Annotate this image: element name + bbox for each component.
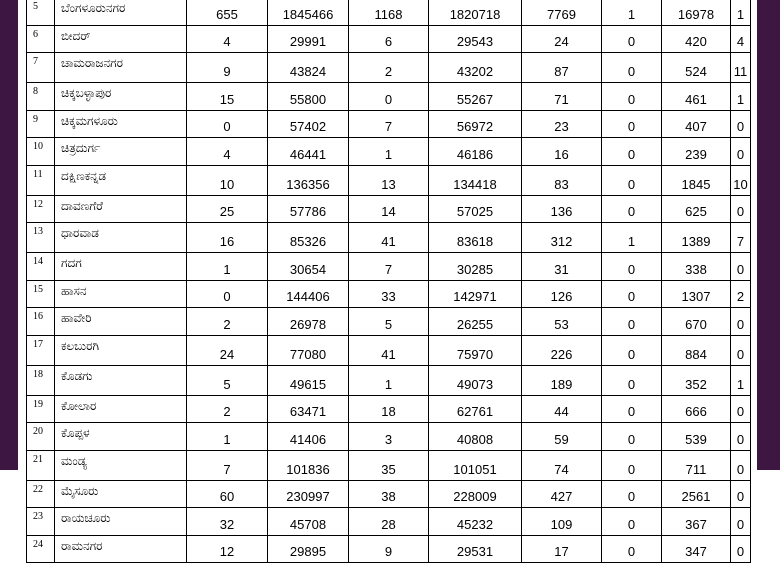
value-cell-3: 38 bbox=[349, 480, 429, 508]
table-row bbox=[27, 25, 751, 53]
table-row bbox=[27, 165, 751, 195]
value-cell-1: 32 bbox=[187, 508, 268, 536]
value-cell-7: 367 bbox=[662, 508, 731, 536]
value-cell-7: 16978 bbox=[662, 0, 731, 25]
value-cell-5: 17 bbox=[522, 535, 602, 563]
value-cell-3: 28 bbox=[349, 508, 429, 536]
serial-number-cell: 20 bbox=[27, 423, 55, 451]
table-row bbox=[27, 395, 751, 423]
value-cell-6: 0 bbox=[602, 450, 662, 480]
value-cell-8: 4 bbox=[731, 25, 751, 53]
serial-number-cell: 23 bbox=[27, 508, 55, 536]
value-cell-5: 31 bbox=[522, 253, 602, 281]
value-cell-2: 41406 bbox=[268, 423, 349, 451]
table-row bbox=[27, 83, 751, 111]
value-cell-7: 2561 bbox=[662, 480, 731, 508]
value-cell-8: 1 bbox=[731, 83, 751, 111]
serial-number-cell: 19 bbox=[27, 395, 55, 423]
value-cell-4: 55267 bbox=[429, 83, 522, 111]
value-cell-4: 101051 bbox=[429, 450, 522, 480]
table-row bbox=[27, 308, 751, 336]
serial-number-cell: 12 bbox=[27, 195, 55, 223]
serial-number-cell: 22 bbox=[27, 480, 55, 508]
value-cell-5: 189 bbox=[522, 365, 602, 395]
value-cell-2: 230997 bbox=[268, 480, 349, 508]
value-cell-3: 0 bbox=[349, 83, 429, 111]
value-cell-1: 25 bbox=[187, 195, 268, 223]
value-cell-6: 0 bbox=[602, 25, 662, 53]
value-cell-4: 228009 bbox=[429, 480, 522, 508]
value-cell-7: 711 bbox=[662, 450, 731, 480]
value-cell-4: 56972 bbox=[429, 110, 522, 138]
value-cell-1: 1 bbox=[187, 253, 268, 281]
value-cell-5: 23 bbox=[522, 110, 602, 138]
district-name-cell: ಗದಗ bbox=[55, 253, 187, 281]
right-page-border bbox=[757, 0, 780, 470]
value-cell-1: 655 bbox=[187, 0, 268, 25]
serial-number-cell: 13 bbox=[27, 223, 55, 253]
value-cell-7: 670 bbox=[662, 308, 731, 336]
table-row bbox=[27, 110, 751, 138]
district-name-cell: ಚಿಕ್ಕಮಗಳೂರು bbox=[55, 110, 187, 138]
table-row bbox=[27, 335, 751, 365]
value-cell-8: 0 bbox=[731, 138, 751, 166]
district-name-cell: ರಾಯಚೂರು bbox=[55, 508, 187, 536]
value-cell-2: 144406 bbox=[268, 280, 349, 308]
value-cell-6: 0 bbox=[602, 535, 662, 563]
district-statistics-table bbox=[26, 0, 751, 563]
value-cell-2: 30654 bbox=[268, 253, 349, 281]
value-cell-2: 85326 bbox=[268, 223, 349, 253]
value-cell-8: 0 bbox=[731, 308, 751, 336]
district-name-cell: ದಕ್ಷಿಣಕನ್ನಡ bbox=[55, 165, 187, 195]
value-cell-6: 0 bbox=[602, 165, 662, 195]
table-row bbox=[27, 195, 751, 223]
value-cell-3: 9 bbox=[349, 535, 429, 563]
table-row bbox=[27, 223, 751, 253]
serial-number-cell: 9 bbox=[27, 110, 55, 138]
table-row bbox=[27, 423, 751, 451]
value-cell-3: 1168 bbox=[349, 0, 429, 25]
table-row bbox=[27, 280, 751, 308]
district-name-cell: ರಾಮನಗರ bbox=[55, 535, 187, 563]
value-cell-6: 0 bbox=[602, 335, 662, 365]
district-name-cell: ಚಾಮರಾಜನಗರ bbox=[55, 53, 187, 83]
value-cell-2: 77080 bbox=[268, 335, 349, 365]
value-cell-4: 134418 bbox=[429, 165, 522, 195]
value-cell-3: 33 bbox=[349, 280, 429, 308]
value-cell-5: 59 bbox=[522, 423, 602, 451]
value-cell-4: 40808 bbox=[429, 423, 522, 451]
value-cell-8: 2 bbox=[731, 280, 751, 308]
value-cell-3: 1 bbox=[349, 365, 429, 395]
table-row bbox=[27, 0, 751, 25]
value-cell-2: 1845466 bbox=[268, 0, 349, 25]
value-cell-7: 352 bbox=[662, 365, 731, 395]
value-cell-3: 6 bbox=[349, 25, 429, 53]
value-cell-3: 7 bbox=[349, 110, 429, 138]
district-name-cell: ಕೋಲಾರ bbox=[55, 395, 187, 423]
value-cell-6: 0 bbox=[602, 308, 662, 336]
value-cell-6: 0 bbox=[602, 110, 662, 138]
value-cell-5: 7769 bbox=[522, 0, 602, 25]
value-cell-1: 12 bbox=[187, 535, 268, 563]
value-cell-6: 0 bbox=[602, 280, 662, 308]
serial-number-cell: 6 bbox=[27, 25, 55, 53]
value-cell-4: 142971 bbox=[429, 280, 522, 308]
value-cell-7: 338 bbox=[662, 253, 731, 281]
value-cell-4: 49073 bbox=[429, 365, 522, 395]
value-cell-4: 83618 bbox=[429, 223, 522, 253]
serial-number-cell: 15 bbox=[27, 280, 55, 308]
value-cell-7: 666 bbox=[662, 395, 731, 423]
value-cell-2: 29895 bbox=[268, 535, 349, 563]
value-cell-4: 57025 bbox=[429, 195, 522, 223]
value-cell-4: 1820718 bbox=[429, 0, 522, 25]
value-cell-2: 49615 bbox=[268, 365, 349, 395]
value-cell-2: 26978 bbox=[268, 308, 349, 336]
value-cell-5: 16 bbox=[522, 138, 602, 166]
value-cell-5: 226 bbox=[522, 335, 602, 365]
value-cell-7: 1845 bbox=[662, 165, 731, 195]
value-cell-1: 4 bbox=[187, 25, 268, 53]
value-cell-4: 43202 bbox=[429, 53, 522, 83]
value-cell-1: 15 bbox=[187, 83, 268, 111]
value-cell-4: 62761 bbox=[429, 395, 522, 423]
district-name-cell: ಚಿಕ್ಕಬಳ್ಳಾಪುರ bbox=[55, 83, 187, 111]
value-cell-1: 16 bbox=[187, 223, 268, 253]
district-name-cell: ಮೈಸೂರು bbox=[55, 480, 187, 508]
value-cell-8: 7 bbox=[731, 223, 751, 253]
value-cell-1: 10 bbox=[187, 165, 268, 195]
value-cell-3: 14 bbox=[349, 195, 429, 223]
district-name-cell: ಚಿತ್ರದುರ್ಗ bbox=[55, 138, 187, 166]
value-cell-7: 347 bbox=[662, 535, 731, 563]
value-cell-4: 45232 bbox=[429, 508, 522, 536]
value-cell-8: 11 bbox=[731, 53, 751, 83]
district-name-cell: ದಾವಣಗೆರೆ bbox=[55, 195, 187, 223]
value-cell-2: 43824 bbox=[268, 53, 349, 83]
value-cell-3: 3 bbox=[349, 423, 429, 451]
value-cell-5: 87 bbox=[522, 53, 602, 83]
value-cell-6: 0 bbox=[602, 365, 662, 395]
value-cell-2: 136356 bbox=[268, 165, 349, 195]
value-cell-6: 1 bbox=[602, 0, 662, 25]
value-cell-3: 5 bbox=[349, 308, 429, 336]
serial-number-cell: 14 bbox=[27, 253, 55, 281]
district-name-cell: ಕಲಬುರಗಿ bbox=[55, 335, 187, 365]
value-cell-4: 30285 bbox=[429, 253, 522, 281]
value-cell-6: 0 bbox=[602, 83, 662, 111]
value-cell-4: 75970 bbox=[429, 335, 522, 365]
value-cell-2: 63471 bbox=[268, 395, 349, 423]
value-cell-7: 407 bbox=[662, 110, 731, 138]
value-cell-1: 9 bbox=[187, 53, 268, 83]
value-cell-8: 1 bbox=[731, 365, 751, 395]
value-cell-1: 0 bbox=[187, 110, 268, 138]
value-cell-8: 1 bbox=[731, 0, 751, 25]
value-cell-5: 71 bbox=[522, 83, 602, 111]
serial-number-cell: 16 bbox=[27, 308, 55, 336]
value-cell-1: 0 bbox=[187, 280, 268, 308]
value-cell-6: 0 bbox=[602, 195, 662, 223]
value-cell-8: 0 bbox=[731, 423, 751, 451]
district-name-cell: ಕೊಡಗು bbox=[55, 365, 187, 395]
value-cell-7: 884 bbox=[662, 335, 731, 365]
value-cell-8: 0 bbox=[731, 253, 751, 281]
value-cell-8: 0 bbox=[731, 508, 751, 536]
value-cell-6: 0 bbox=[602, 53, 662, 83]
district-name-cell: ಕೊಪ್ಪಳ bbox=[55, 423, 187, 451]
value-cell-5: 24 bbox=[522, 25, 602, 53]
table-row bbox=[27, 365, 751, 395]
value-cell-7: 539 bbox=[662, 423, 731, 451]
value-cell-6: 0 bbox=[602, 423, 662, 451]
value-cell-5: 74 bbox=[522, 450, 602, 480]
value-cell-6: 0 bbox=[602, 253, 662, 281]
value-cell-7: 1389 bbox=[662, 223, 731, 253]
value-cell-2: 55800 bbox=[268, 83, 349, 111]
serial-number-cell: 24 bbox=[27, 535, 55, 563]
value-cell-5: 53 bbox=[522, 308, 602, 336]
value-cell-4: 26255 bbox=[429, 308, 522, 336]
district-name-cell: ಧಾರವಾಡ bbox=[55, 223, 187, 253]
value-cell-2: 45708 bbox=[268, 508, 349, 536]
table-body bbox=[27, 0, 751, 563]
value-cell-1: 24 bbox=[187, 335, 268, 365]
value-cell-3: 18 bbox=[349, 395, 429, 423]
value-cell-5: 427 bbox=[522, 480, 602, 508]
value-cell-4: 29531 bbox=[429, 535, 522, 563]
value-cell-5: 44 bbox=[522, 395, 602, 423]
value-cell-1: 60 bbox=[187, 480, 268, 508]
table-row bbox=[27, 535, 751, 563]
value-cell-3: 2 bbox=[349, 53, 429, 83]
value-cell-7: 625 bbox=[662, 195, 731, 223]
district-name-cell: ಬೆಂಗಳೂರುನಗರ bbox=[55, 0, 187, 25]
value-cell-2: 29991 bbox=[268, 25, 349, 53]
value-cell-6: 1 bbox=[602, 223, 662, 253]
serial-number-cell: 18 bbox=[27, 365, 55, 395]
table-row bbox=[27, 508, 751, 536]
value-cell-6: 0 bbox=[602, 395, 662, 423]
value-cell-5: 136 bbox=[522, 195, 602, 223]
district-name-cell: ಮಂಡ್ಯ bbox=[55, 450, 187, 480]
serial-number-cell: 17 bbox=[27, 335, 55, 365]
value-cell-8: 0 bbox=[731, 535, 751, 563]
value-cell-7: 239 bbox=[662, 138, 731, 166]
value-cell-4: 46186 bbox=[429, 138, 522, 166]
value-cell-8: 0 bbox=[731, 480, 751, 508]
value-cell-1: 5 bbox=[187, 365, 268, 395]
value-cell-7: 461 bbox=[662, 83, 731, 111]
value-cell-3: 13 bbox=[349, 165, 429, 195]
value-cell-3: 7 bbox=[349, 253, 429, 281]
value-cell-5: 126 bbox=[522, 280, 602, 308]
value-cell-2: 57402 bbox=[268, 110, 349, 138]
value-cell-5: 109 bbox=[522, 508, 602, 536]
value-cell-8: 0 bbox=[731, 450, 751, 480]
table-row bbox=[27, 253, 751, 281]
value-cell-5: 312 bbox=[522, 223, 602, 253]
serial-number-cell: 10 bbox=[27, 138, 55, 166]
value-cell-1: 2 bbox=[187, 308, 268, 336]
value-cell-2: 46441 bbox=[268, 138, 349, 166]
value-cell-2: 57786 bbox=[268, 195, 349, 223]
value-cell-3: 35 bbox=[349, 450, 429, 480]
value-cell-8: 10 bbox=[731, 165, 751, 195]
table-row bbox=[27, 53, 751, 83]
value-cell-6: 0 bbox=[602, 508, 662, 536]
value-cell-7: 524 bbox=[662, 53, 731, 83]
district-name-cell: ಬೀದರ್ bbox=[55, 25, 187, 53]
value-cell-8: 0 bbox=[731, 335, 751, 365]
value-cell-7: 420 bbox=[662, 25, 731, 53]
value-cell-8: 0 bbox=[731, 110, 751, 138]
table-row bbox=[27, 450, 751, 480]
value-cell-8: 0 bbox=[731, 395, 751, 423]
value-cell-5: 83 bbox=[522, 165, 602, 195]
district-name-cell: ಹಾಸನ bbox=[55, 280, 187, 308]
table-row bbox=[27, 480, 751, 508]
serial-number-cell: 21 bbox=[27, 450, 55, 480]
value-cell-3: 41 bbox=[349, 335, 429, 365]
serial-number-cell: 7 bbox=[27, 53, 55, 83]
serial-number-cell: 11 bbox=[27, 165, 55, 195]
serial-number-cell: 8 bbox=[27, 83, 55, 111]
value-cell-3: 41 bbox=[349, 223, 429, 253]
value-cell-4: 29543 bbox=[429, 25, 522, 53]
left-page-border bbox=[0, 0, 18, 470]
value-cell-1: 1 bbox=[187, 423, 268, 451]
value-cell-6: 0 bbox=[602, 138, 662, 166]
serial-number-cell: 5 bbox=[27, 0, 55, 25]
value-cell-1: 7 bbox=[187, 450, 268, 480]
value-cell-7: 1307 bbox=[662, 280, 731, 308]
value-cell-8: 0 bbox=[731, 195, 751, 223]
value-cell-6: 0 bbox=[602, 480, 662, 508]
table-row bbox=[27, 138, 751, 166]
value-cell-3: 1 bbox=[349, 138, 429, 166]
district-name-cell: ಹಾವೇರಿ bbox=[55, 308, 187, 336]
value-cell-2: 101836 bbox=[268, 450, 349, 480]
value-cell-1: 4 bbox=[187, 138, 268, 166]
left-page-border-gap bbox=[18, 0, 22, 470]
value-cell-1: 2 bbox=[187, 395, 268, 423]
